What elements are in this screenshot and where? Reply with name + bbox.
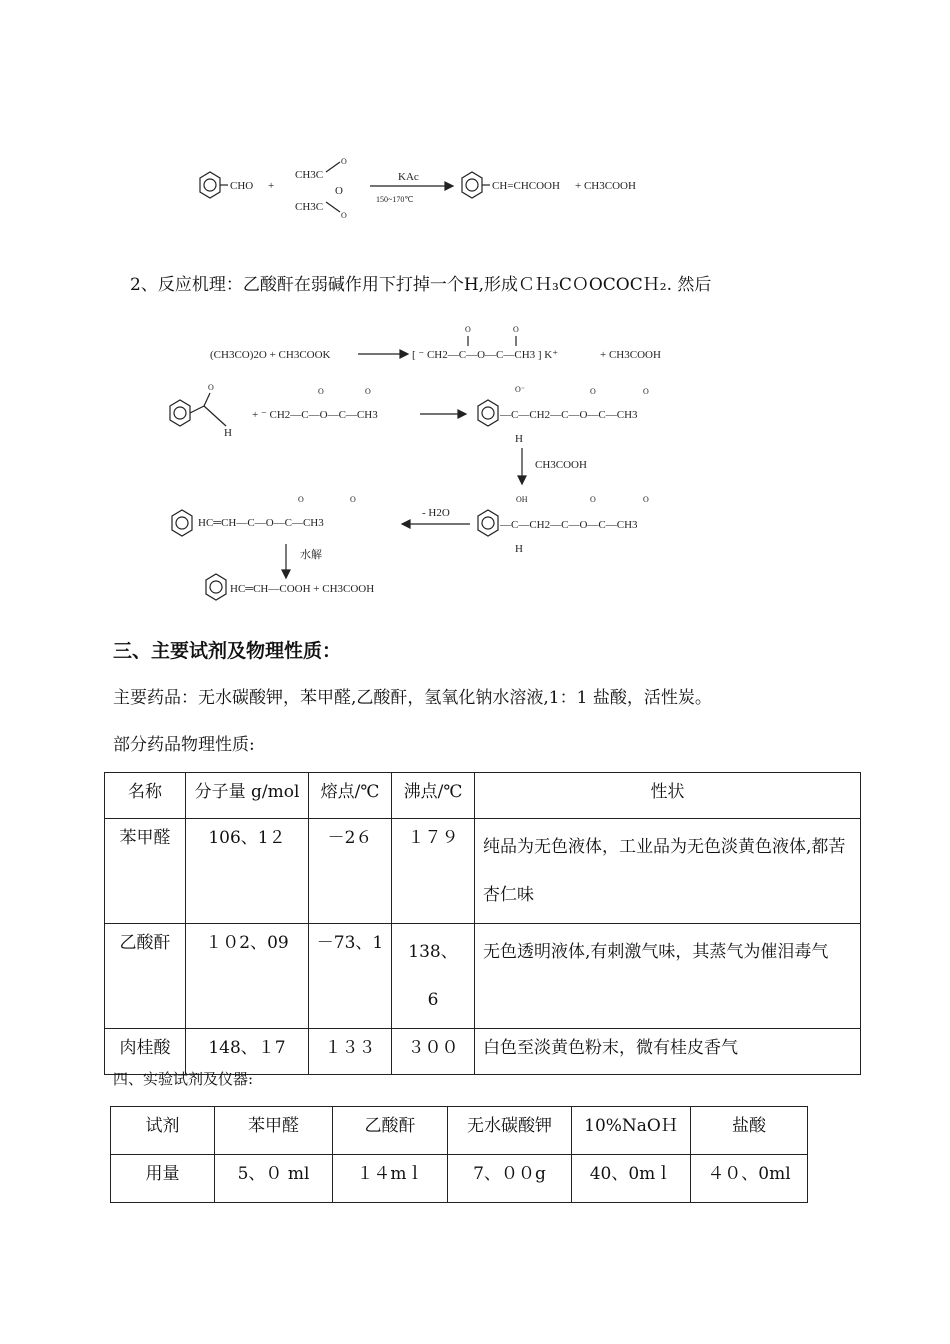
reagent-table — [110, 1106, 808, 1203]
benzene-ring-icon — [462, 172, 482, 198]
svg-text:O: O — [513, 325, 519, 334]
svg-text:—C—CH2—C—O—C—CH3: —C—CH2—C—O—C—CH3 — [500, 409, 638, 421]
svg-text:O: O — [208, 383, 214, 392]
svg-text:[ ⁻ CH2—C—O—C—CH3 ] K⁺: [ ⁻ CH2—C—O—C—CH3 ] K⁺ — [412, 349, 559, 361]
svg-text:O: O — [590, 387, 596, 396]
reaction-scheme-overview — [180, 150, 660, 230]
benzene-ring-icon — [170, 400, 190, 426]
catalyst-label: KAc — [398, 171, 419, 183]
benzene-ring-icon — [206, 574, 226, 600]
reaction-mechanism — [160, 318, 720, 618]
table-header-row: 试剂 苯甲醛 乙酸酐 无水碳酸钾 10%NaOＨ 盐酸 — [111, 1107, 808, 1155]
svg-text:H: H — [515, 433, 523, 445]
svg-text:HC═CH—C—O—C—CH3: HC═CH—C—O—C—CH3 — [198, 517, 324, 529]
svg-text:—C—CH2—C—O—C—CH3: —C—CH2—C—O—C—CH3 — [500, 519, 638, 531]
reactant-cho: CHO — [230, 180, 254, 192]
svg-text:HC═CH—COOH + CH3COOH: HC═CH—COOH + CH3COOH — [230, 583, 375, 595]
main-reagents-text: 主要药品：无水碳酸钾，苯甲醛,乙酸酐，氢氧化钠水溶液,1：1 盐酸，活性炭。 — [113, 688, 712, 708]
benzene-ring-icon — [172, 510, 192, 536]
svg-text:O: O — [298, 495, 304, 504]
svg-text:CH3C: CH3C — [295, 169, 324, 181]
section4-heading: 四、实验试剂及仪器: — [113, 1070, 254, 1088]
svg-text:OH: OH — [516, 495, 528, 504]
svg-text:O: O — [318, 387, 324, 396]
table-row: 用量 5、０ ml １４mｌ 7、００g 40、0mｌ ４０、0ml — [111, 1155, 808, 1203]
table-row: 乙酸酐 １０2、09 －73、1 138、6 无色透明液体,有刺激气味，其蒸气为催泪毒气 — [105, 924, 861, 1029]
svg-text:水解: 水解 — [300, 549, 322, 561]
section3-heading: 三、主要试剂及物理性质： — [113, 640, 342, 662]
svg-text:O: O — [350, 495, 356, 504]
svg-text:H: H — [515, 543, 523, 555]
svg-text:CH3C: CH3C — [295, 201, 324, 213]
conditions-label: 150~170℃ — [376, 195, 414, 204]
svg-text:O: O — [465, 325, 471, 334]
svg-text:+ ⁻ CH2—C—O—C—CH3: + ⁻ CH2—C—O—C—CH3 — [252, 409, 378, 421]
mechanism-text: 2、反应机理：乙酸酐在弱碱作用下打掉一个H,形成ＣＨ₃CＯOCOCＨ₂. 然后 — [130, 275, 712, 295]
benzene-ring-icon — [478, 510, 498, 536]
svg-text:O⁻: O⁻ — [515, 385, 525, 394]
svg-text:O: O — [335, 185, 343, 197]
svg-text:O: O — [341, 157, 347, 166]
svg-text:O: O — [643, 495, 649, 504]
svg-text:+ CH3COOH: + CH3COOH — [575, 180, 636, 192]
svg-text:CH3COOH: CH3COOH — [535, 459, 587, 471]
svg-text:O: O — [341, 211, 347, 220]
svg-text:O: O — [365, 387, 371, 396]
product-label: CH=CHCOOH — [492, 180, 560, 192]
table-row: 苯甲醛 106、1２ －2６ １７９ 纯品为无色液体，工业品为无色淡黄色液体,都苦杏仁味 — [105, 819, 861, 924]
table-row: 肉桂酸 148、１7 １３３ ３００ 白色至淡黄色粉末，微有桂皮香气 — [105, 1029, 861, 1075]
svg-text:+: + — [268, 180, 275, 192]
properties-label: 部分药品物理性质: — [113, 735, 255, 755]
svg-text:O: O — [643, 387, 649, 396]
benzene-ring-icon — [478, 400, 498, 426]
svg-text:- H2O: - H2O — [422, 507, 450, 519]
svg-text:H: H — [224, 427, 232, 439]
svg-text:(CH3CO)2O + CH3COOK: (CH3CO)2O + CH3COOK — [210, 349, 331, 361]
svg-text:+ CH3COOH: + CH3COOH — [600, 349, 661, 361]
properties-table — [104, 772, 861, 1075]
benzene-ring-icon — [200, 172, 220, 198]
svg-text:O: O — [590, 495, 596, 504]
table-header-row: 名称 分子量 g/mol 熔点/℃ 沸点/℃ 性状 — [105, 773, 861, 819]
